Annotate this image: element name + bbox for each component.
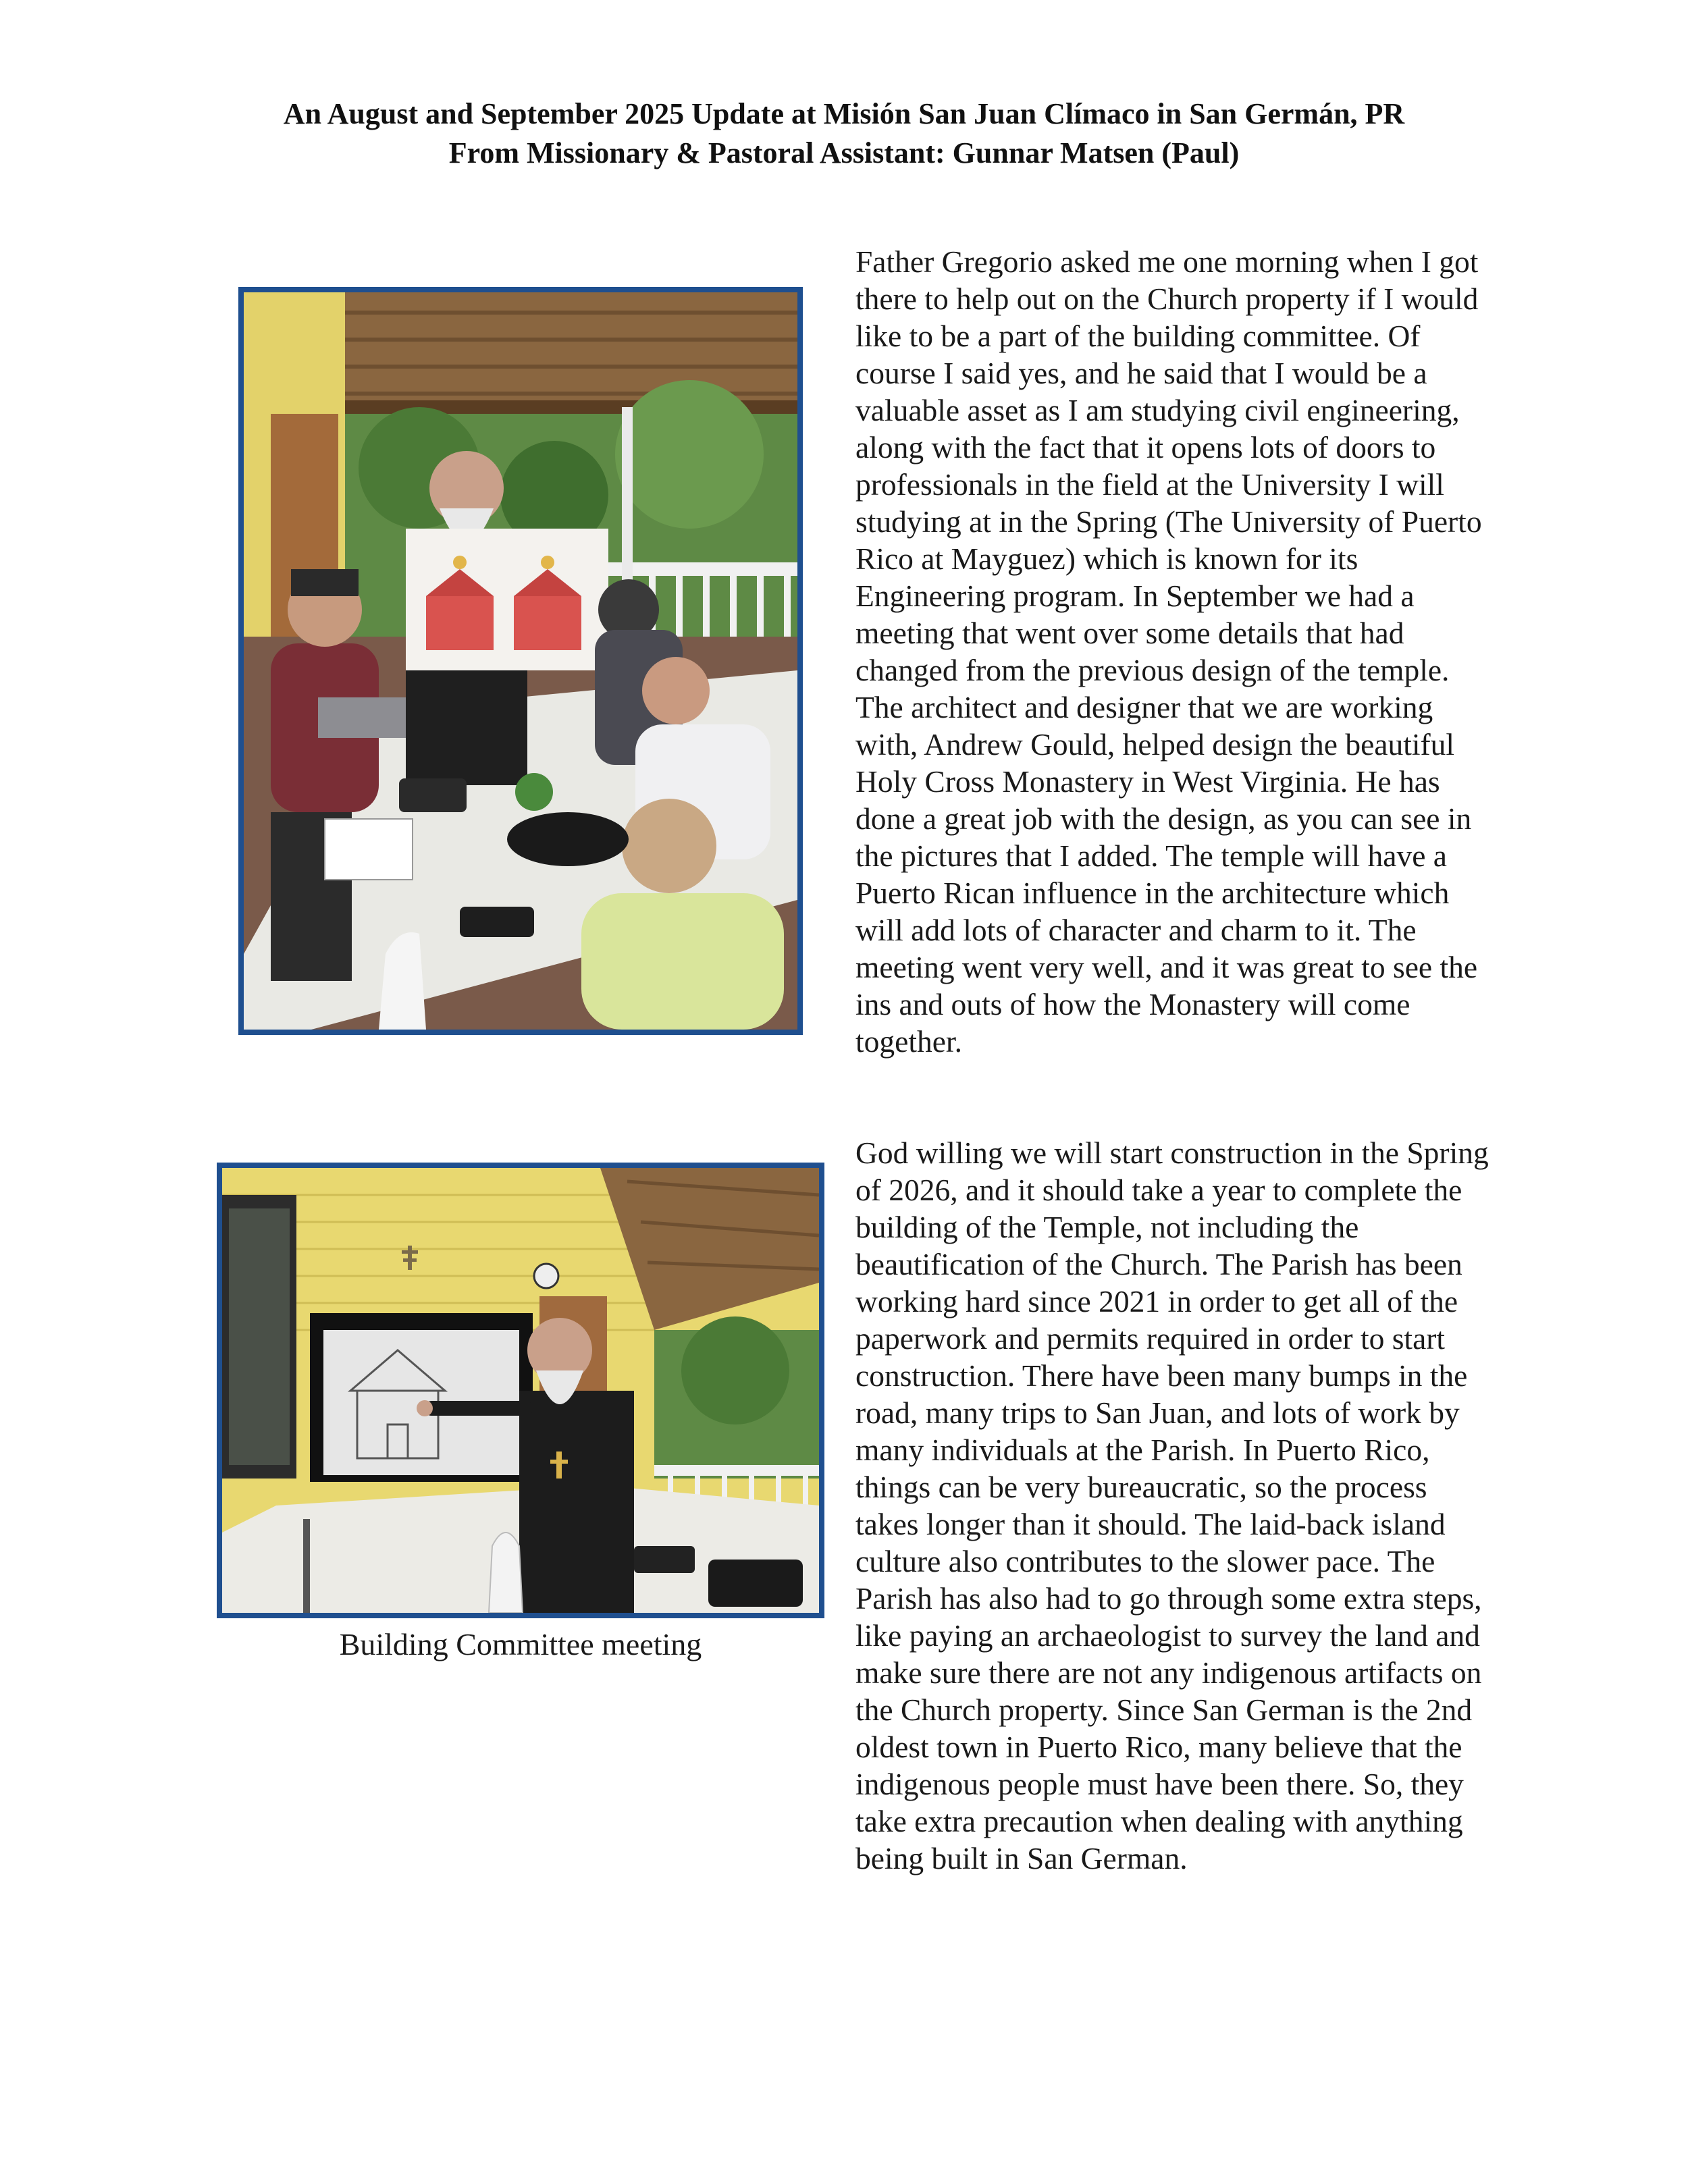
photo-illustration — [244, 292, 797, 1030]
page-subtitle: From Missionary & Pastoral Assistant: Gunnar Matsen (Paul) — [448, 136, 1240, 169]
meeting-photo-architectural-drawing — [238, 287, 803, 1035]
page-title: An August and September 2025 Update at Misión San Juan Clímaco in San Germán, PR — [283, 97, 1405, 130]
body-paragraph-1: Father Gregorio asked me one morning when I got there to help out on the Church property if I would like to be a part of the building committee. Of course I said yes, and he said that I would be a valuable asset as I am studying civil engineering, along with the fact that it opens lots of doors to professionals in the field at the University I will studying at in the Spring (The University of Puerto Rico at Mayguez) which is known for its Engineering program. In September we had a meeting that went over some details that had changed from the previous design of the temple. The architect and designer that we are working with, Andrew Gould, helped design the beautiful Holy Cross Monastery in West Virginia. He has done a great job with the design, as you can see in the pictures that I added. The temple will have a Puerto Rican influence in the architecture which will add lots of character and charm to it. The meeting went very well, and it was great to see the ins and outs of how the Monastery will come together. — [855, 244, 1482, 1059]
photo-caption: Building Committee meeting — [339, 1627, 702, 1661]
body-paragraph-2: God willing we will start construction in the Spring of 2026, and it should take a year to complete the building of the Temple, not including the beautification of the Church. The Parish has been working hard since 2021 in order to get all of the paperwork and permits required in order to start construction. There have been many bumps in the road, many trips to San Juan, and lots of work by many individuals at the Parish. In Puerto Rico, things can be very bureaucratic, so the process takes longer than it should. The laid-back island culture also contributes to the slower pace. The Parish has also had to go through some extra steps, like paying an archaeologist to survey the land and make sure there are not any indigenous artifacts on the Church property. Since San German is the 2nd oldest town in Puerto Rico, many believe that the indigenous people must have been there. So, they take extra precaution when dealing with anything being built in San German. — [855, 1136, 1489, 1875]
meeting-photo-tv-presentation — [217, 1163, 824, 1618]
photo-illustration — [222, 1168, 819, 1613]
page-header — [0, 95, 1688, 173]
